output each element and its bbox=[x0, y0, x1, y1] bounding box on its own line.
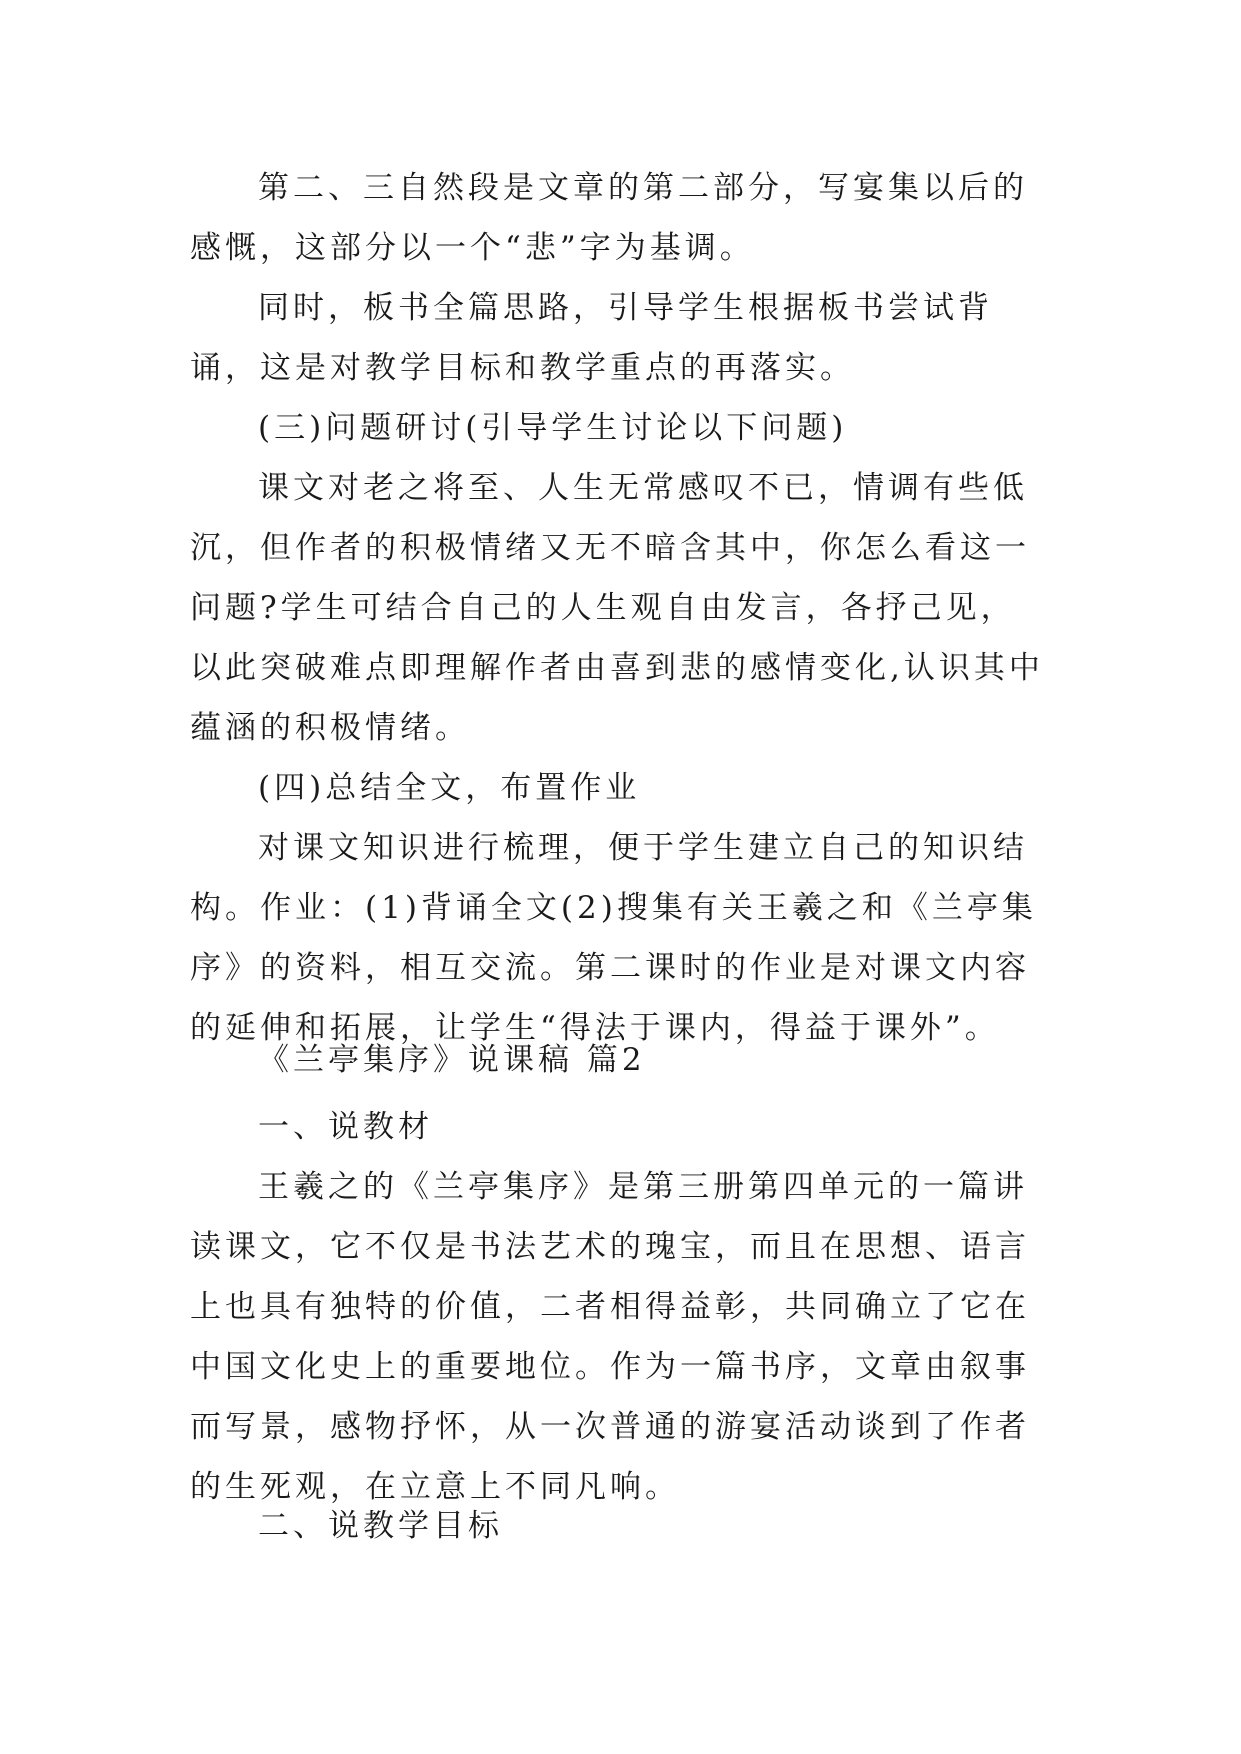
paragraph-discussion-heading: (三)问题研讨(引导学生讨论以下问题) bbox=[258, 410, 848, 446]
paragraph-textbook-body: 王羲之的《兰亭集序》是第三册第四单元的一篇讲读课文，它不仅是书法艺术的瑰宝，而且在思想、语言上也具有独特的价值，二者相得益彰，共同确立了它在中国文化史上的重要地位。作为一篇书序，文章由叙事而写景，感物抒怀，从一次普通的游宴活动谈到了作者的生死观，在立意上不同凡响。 bbox=[190, 1169, 1030, 1505]
paragraph-summary-heading: (四)总结全文，布置作业 bbox=[258, 770, 641, 806]
paragraph-discussion-body: 课文对老之将至、人生无常感叹不已，情调有些低沉，但作者的积极情绪又无不暗含其中，你怎么看这一问题?学生可结合自己的人生观自由发言，各抒己见，以此突破难点即理解作者由喜到悲的感情变化,认识其中蕴涵的积极情绪。 bbox=[190, 470, 1044, 746]
paragraph-blackboard-review: 同时，板书全篇思路，引导学生根据板书尝试背诵，这是对教学目标和教学重点的再落实。 bbox=[190, 290, 993, 386]
section-title: 《兰亭集序》说课稿 篇2 bbox=[258, 1042, 646, 1078]
paragraph-part-two-summary: 第二、三自然段是文章的第二部分，写宴集以后的感慨，这部分以一个“悲”字为基调。 bbox=[190, 170, 1028, 266]
teaching-goals-heading: 二、说教学目标 bbox=[258, 1508, 503, 1544]
body-text-part-1 bbox=[190, 158, 1050, 1058]
paragraph-textbook-heading: 一、说教材 bbox=[258, 1109, 433, 1145]
paragraph-homework: 对课文知识进行梳理，便于学生建立自己的知识结构。作业：(1)背诵全文(2)搜集有关王羲之和《兰亭集序》的资料，相互交流。第二课时的作业是对课文内容的延伸和拓展，让学生“得法于课内，得益于课外”。 bbox=[190, 830, 1037, 1046]
body-text-part-2 bbox=[190, 1097, 1050, 1517]
